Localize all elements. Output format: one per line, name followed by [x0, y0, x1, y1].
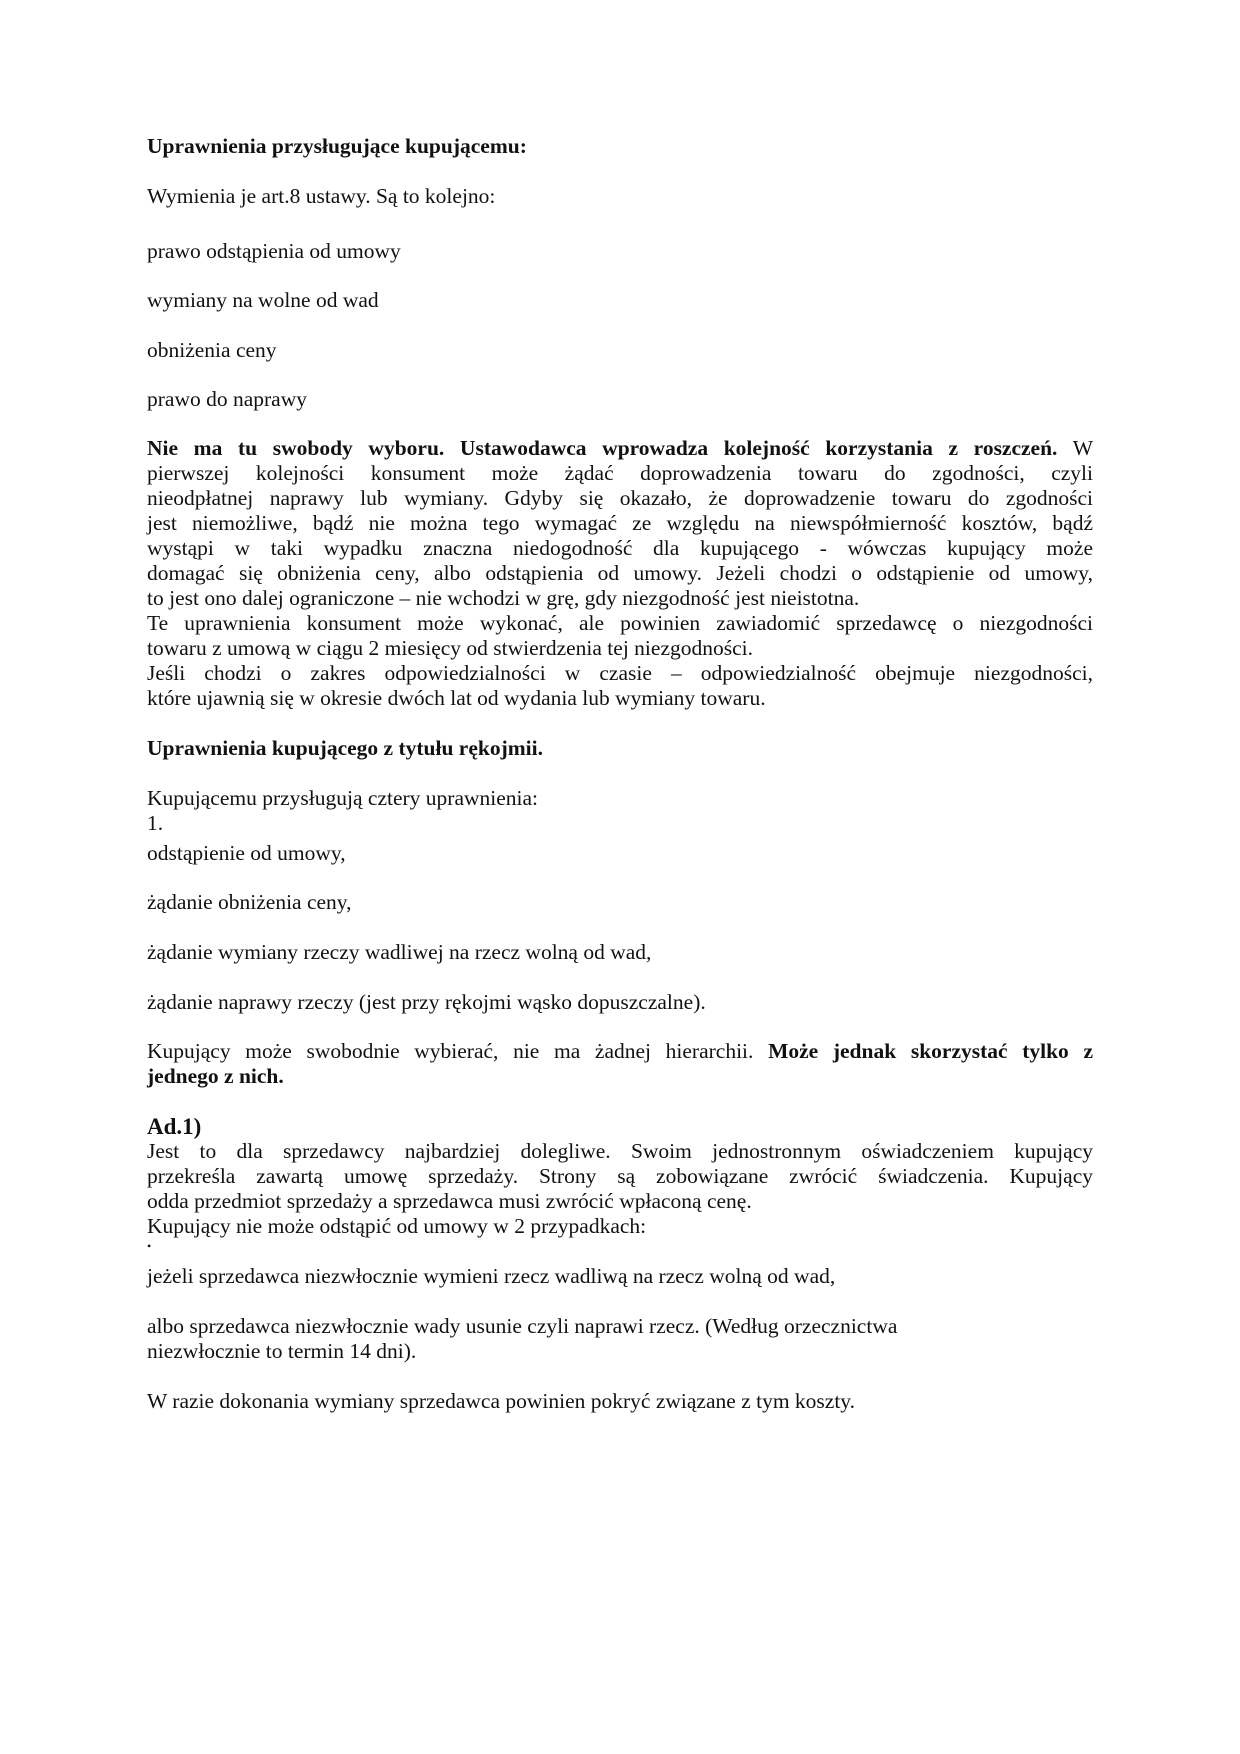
paragraph-line: które ujawnią się w okresie dwóch lat od wydania lub wymiany towaru. — [147, 686, 766, 710]
section-heading-ad1: Ad.1) — [147, 1114, 202, 1139]
paragraph-line: Kupujący nie może odstąpić od umowy w 2 przypadkach: — [147, 1214, 647, 1238]
list-item: żądanie naprawy rzeczy (jest przy rękojmi wąsko dopuszczalne). — [147, 990, 706, 1014]
list-item-continuation: niezwłocznie to termin 14 dni). — [147, 1339, 417, 1363]
heading-rekojmia: Uprawnienia kupującego z tytułu rękojmii. — [147, 736, 543, 760]
text-fragment: W — [1072, 436, 1093, 460]
bold-phrase: Nie ma tu swobody wyboru. — [147, 436, 445, 460]
closing-paragraph: W razie dokonania wymiany sprzedawca powinien pokryć związane z tym koszty. — [147, 1389, 856, 1413]
list-item: odstąpienie od umowy, — [147, 841, 346, 865]
paragraph-line: jest niemożliwe, bądź nie można tego wymagać ze względu na niewspółmierność kosztów, bądź — [147, 511, 1093, 535]
list-item: wymiany na wolne od wad — [147, 288, 379, 312]
paragraph-line: odda przedmiot sprzedaży a sprzedawca musi zwrócić wpłaconą cenę. — [147, 1189, 752, 1213]
bullet-icon: • — [147, 1239, 152, 1253]
paragraph-line: towaru z umową w ciągu 2 miesięcy od stwierdzenia tej niezgodności. — [147, 636, 753, 660]
paragraph-line: Jeśli chodzi o zakres odpowiedzialności w czasie – odpowiedzialność obejmuje niezgodności, — [147, 661, 1093, 685]
bold-phrase: Może jednak skorzystać tylko z — [768, 1039, 1094, 1063]
paragraph-line — [147, 1038, 1093, 1066]
paragraph-line: pierwszej kolejności konsument może żądać doprowadzenia towaru do zgodności, czyli — [147, 461, 1093, 485]
bold-phrase: Ustawodawca wprowadza kolejność korzystania z roszczeń. — [459, 436, 1058, 460]
paragraph-line: Jest to dla sprzedawcy najbardziej dolegliwe. Swoim jednostronnym oświadczeniem kupujący — [147, 1139, 1093, 1163]
paragraph-line: Te uprawnienia konsument może wykonać, ale powinien zawiadomić sprzedawcę o niezgodności — [147, 611, 1093, 635]
paragraph-line — [147, 435, 1093, 463]
intro-text: Wymienia je art.8 ustawy. Są to kolejno: — [147, 184, 496, 208]
text-fragment: Kupujący może swobodnie wybierać, nie ma żadnej hierarchii. — [147, 1039, 754, 1063]
list-number: 1. — [147, 811, 164, 835]
list-item: żądanie wymiany rzeczy wadliwej na rzecz wolną od wad, — [147, 940, 652, 964]
intro-text: Kupującemu przysługują cztery uprawnienia: — [147, 786, 539, 810]
heading-uprawnienia-kupujacemu: Uprawnienia przysługujące kupującemu: — [147, 134, 527, 158]
list-item: prawo odstąpienia od umowy — [147, 239, 401, 263]
list-item: albo sprzedawca niezwłocznie wady usunie czyli naprawi rzecz. (Według orzecznictwa — [147, 1314, 898, 1338]
list-item: prawo do naprawy — [147, 387, 308, 411]
paragraph-line: nieodpłatnej naprawy lub wymiany. Gdyby się okazało, że doprowadzenie towaru do zgodności — [147, 486, 1093, 510]
bold-phrase: jednego z nich. — [147, 1064, 284, 1088]
paragraph-line: przekreśla zawartą umowę sprzedaży. Strony są zobowiązane zwrócić świadczenia. Kupujący — [147, 1164, 1093, 1188]
paragraph-line: wystąpi w taki wypadku znaczna niedogodność dla kupującego - wówczas kupujący może — [147, 536, 1093, 560]
paragraph-line: to jest ono dalej ograniczone – nie wchodzi w grę, gdy niezgodność jest nieistotna. — [147, 586, 860, 610]
list-item: żądanie obniżenia ceny, — [147, 890, 352, 914]
list-item: obniżenia ceny — [147, 338, 277, 362]
paragraph-line: domagać się obniżenia ceny, albo odstąpienia od umowy. Jeżeli chodzi o odstąpienie od umowy, — [147, 561, 1093, 585]
list-item: jeżeli sprzedawca niezwłocznie wymieni rzecz wadliwą na rzecz wolną od wad, — [147, 1264, 836, 1288]
